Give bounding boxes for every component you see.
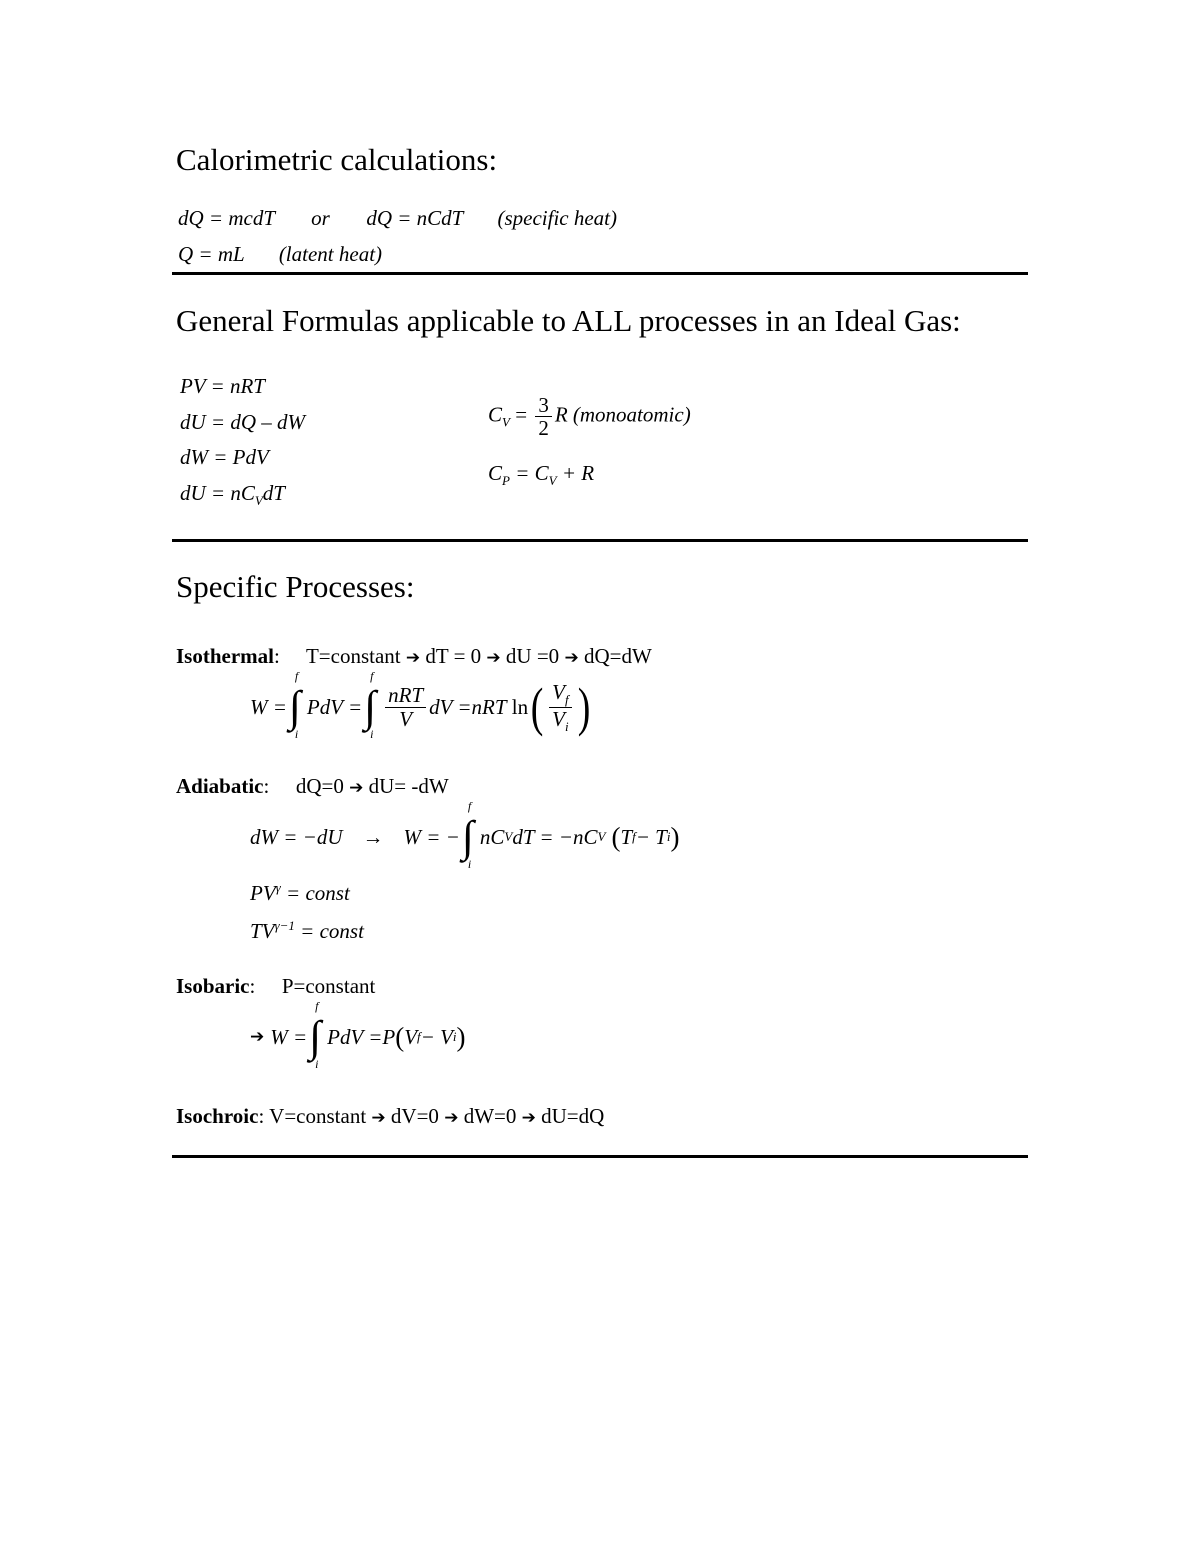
adi-tf: T xyxy=(620,824,633,849)
arrow-icon: ➔ xyxy=(564,648,579,668)
iso-pdv: PdV = xyxy=(306,694,363,719)
adi-tf-sub: f xyxy=(632,829,636,844)
cp-mid: = C xyxy=(509,461,549,485)
cp-sub2: V xyxy=(548,473,557,489)
adiabatic-text-2: dU= -dW xyxy=(368,774,449,798)
isothermal-text-4: dQ=dW xyxy=(583,644,652,668)
specific-heat-eq-molar: dQ = nCdT xyxy=(366,206,463,230)
adiabatic-label: Adiabatic xyxy=(176,774,264,798)
cp-rhs: + R xyxy=(556,461,595,485)
adiabatic-work-formula xyxy=(250,799,680,871)
specific-heat-note: (specific heat) xyxy=(497,206,617,230)
implies-arrow-icon: → xyxy=(362,824,384,849)
cv-note: (monoatomic) xyxy=(572,402,691,427)
adi-cv-sub: V xyxy=(597,829,606,844)
divider-3 xyxy=(172,1155,1028,1158)
isothermal-text-1: T=constant xyxy=(305,644,401,668)
integral-lower: i xyxy=(370,727,374,741)
integral-symbol: ∫ xyxy=(364,682,377,731)
integral-upper: f xyxy=(370,669,374,683)
left-paren: ( xyxy=(530,677,544,737)
vf-over-vi xyxy=(549,681,571,734)
isob-w: W = xyxy=(270,1024,308,1049)
divider-1 xyxy=(172,272,1028,275)
cv-fraction xyxy=(535,394,552,439)
cv-sub: V xyxy=(502,414,510,430)
isothermal-label: Isothermal xyxy=(176,644,274,668)
isothermal-line xyxy=(176,644,652,669)
cv-eq: = xyxy=(515,402,528,427)
specific-heat-eq-mass: dQ = mcdT xyxy=(178,206,275,230)
cv-den: 2 xyxy=(538,416,549,441)
arrow-icon: ➔ xyxy=(486,648,501,668)
pv-sup: γ xyxy=(275,880,281,895)
adi-body-pre: nC xyxy=(479,824,505,849)
cp-formula xyxy=(488,461,594,489)
integral-sign xyxy=(288,669,305,741)
latent-heat-note: (latent heat) xyxy=(278,242,383,266)
ideal-gas-law: PV = nRT xyxy=(180,374,265,398)
arrow-icon: ➔ xyxy=(405,648,421,668)
cp-lhs: C xyxy=(488,461,503,485)
cp-sub1: P xyxy=(502,473,510,489)
integral-symbol: ∫ xyxy=(288,682,301,731)
isochoric-text-3: dW=0 xyxy=(463,1104,517,1128)
du-sub: V xyxy=(254,493,263,509)
isochoric-text-2: dV=0 xyxy=(390,1104,439,1128)
adi-body-post: dT = −nC xyxy=(512,824,598,849)
adi-body-sub: V xyxy=(504,829,513,844)
isothermal-text-3: dU =0 xyxy=(505,644,560,668)
section-heading-calorimetric: Calorimetric calculations: xyxy=(176,142,498,177)
isob-vf: V xyxy=(404,1024,418,1049)
right-paren: ) xyxy=(577,677,590,737)
integral-upper: f xyxy=(315,999,319,1013)
isobaric-label: Isobaric xyxy=(176,974,250,998)
isothermal-text-2: dT = 0 xyxy=(425,644,482,668)
latent-heat-formula-line xyxy=(178,242,382,267)
frac-num: nRT xyxy=(385,684,426,707)
right-paren: ) xyxy=(670,821,680,852)
integral-upper: f xyxy=(467,799,472,813)
iso-ln: ln xyxy=(511,694,529,719)
section-heading-general: General Formulas applicable to ALL processes in an Ideal Gas: xyxy=(176,303,961,338)
isochoric-line xyxy=(176,1104,604,1129)
first-law: dU = dQ – dW xyxy=(180,410,305,434)
adi-w: W = − xyxy=(403,824,460,849)
arrow-icon: ➔ xyxy=(521,1108,536,1128)
isob-pdv: PdV =P xyxy=(327,1024,396,1049)
isothermal-colon: : xyxy=(274,644,280,668)
left-paren: ( xyxy=(611,821,621,852)
divider-2 xyxy=(172,539,1028,542)
iso-w: W = xyxy=(250,694,287,719)
isob-vf-sub: f xyxy=(417,1029,421,1044)
integral-lower: i xyxy=(294,727,299,741)
left-paren: ( xyxy=(395,1021,405,1052)
integral-sign xyxy=(364,669,380,741)
isobaric-line xyxy=(176,974,375,999)
right-paren: ) xyxy=(456,1021,466,1052)
adiabatic-pv-relation xyxy=(250,880,350,906)
adi-left: dW = −dU xyxy=(250,824,343,849)
isochoric-text-1: V=constant xyxy=(269,1104,367,1128)
cv-num: 3 xyxy=(535,394,552,417)
pv-pre: PV xyxy=(250,881,276,905)
integral-symbol: ∫ xyxy=(309,1012,322,1061)
adi-ti-sub: i xyxy=(666,829,671,844)
nrt-over-v xyxy=(385,684,426,729)
du-post: dT xyxy=(262,481,285,505)
adiabatic-tv-relation xyxy=(250,918,364,944)
adi-minus-ti: − T xyxy=(635,824,667,849)
adiabatic-colon: : xyxy=(263,774,270,798)
isobaric-work-formula xyxy=(250,999,466,1071)
integral-upper: f xyxy=(294,669,299,683)
arrow-icon: ➔ xyxy=(250,1027,265,1047)
isochoric-label: Isochroic xyxy=(176,1104,259,1128)
adiabatic-line xyxy=(176,774,449,799)
integral-sign xyxy=(309,999,325,1071)
iso-dv: dV =nRT xyxy=(429,694,507,719)
isobaric-text-1: P=constant xyxy=(281,974,376,998)
tv-sup: γ−1 xyxy=(274,918,295,933)
integral-lower: i xyxy=(315,1057,319,1071)
cv-formula xyxy=(488,394,691,439)
cv-rhs: R xyxy=(554,402,568,427)
specific-heat-formula-line xyxy=(178,206,617,231)
vf: $V_f$ xyxy=(549,681,571,708)
arrow-icon: ➔ xyxy=(444,1108,459,1128)
integral-symbol: ∫ xyxy=(461,812,474,861)
du-pre: dU = nC xyxy=(180,481,255,505)
or-word: or xyxy=(311,206,330,230)
frac-den: V xyxy=(399,706,413,731)
internal-energy-cv xyxy=(180,481,285,509)
integral-sign xyxy=(461,799,478,871)
isob-minus-vi: − V xyxy=(420,1024,453,1049)
arrow-icon: ➔ xyxy=(371,1108,386,1128)
isochoric-text-4: dU=dQ xyxy=(541,1104,605,1128)
tv-post: = const xyxy=(294,919,364,943)
work-differential: dW = PdV xyxy=(180,445,269,469)
cv-lhs: C xyxy=(488,402,503,427)
arrow-icon: ➔ xyxy=(349,778,364,798)
integral-lower: i xyxy=(467,857,472,871)
vi: $V_i$ xyxy=(552,706,569,734)
adiabatic-text-1: dQ=0 xyxy=(295,774,344,798)
isochoric-colon: : xyxy=(258,1104,265,1128)
isob-vi-sub: i xyxy=(452,1029,457,1044)
tv-pre: TV xyxy=(250,919,275,943)
isothermal-work-formula xyxy=(250,669,593,741)
section-heading-specific: Specific Processes: xyxy=(176,569,415,604)
pv-post: = const xyxy=(280,881,350,905)
isobaric-colon: : xyxy=(249,974,256,998)
latent-heat-eq: Q = mL xyxy=(178,242,245,266)
